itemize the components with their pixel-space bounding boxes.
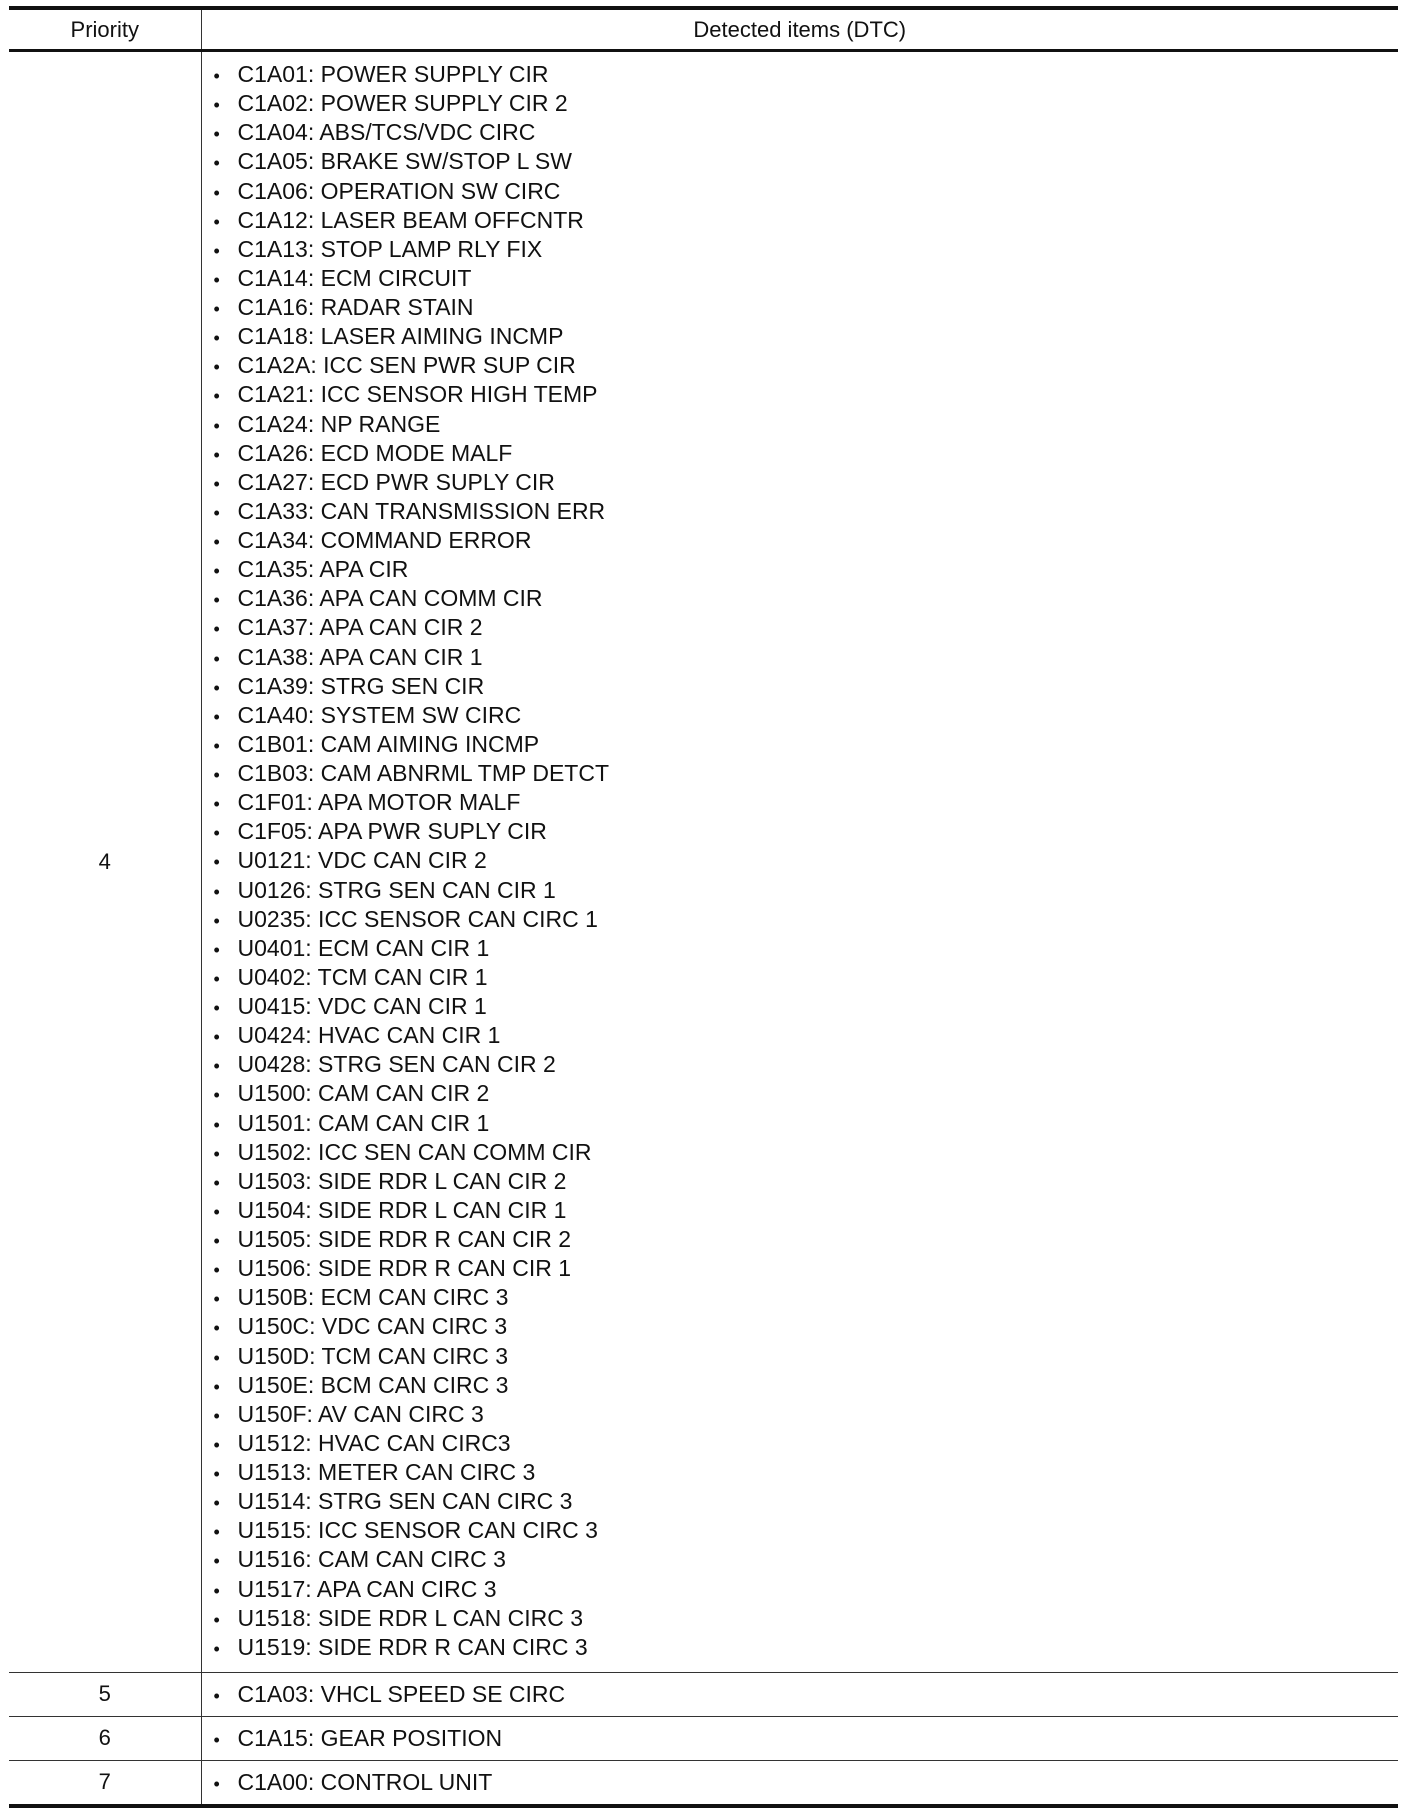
dtc-item-text: C1F05: APA PWR SUPLY CIR (237, 818, 547, 845)
bullet-icon: • (213, 765, 220, 785)
bullet-icon: • (213, 590, 220, 611)
dtc-item-text: C1A12: LASER BEAM OFFCNTR (237, 206, 584, 233)
bullet-icon: • (213, 677, 220, 698)
dtc-item-text: U150C: VDC CAN CIRC 3 (237, 1313, 508, 1340)
table-row (9, 1716, 1398, 1760)
dtc-item-text: U0235: ICC SENSOR CAN CIRC 1 (237, 905, 598, 932)
dtc-priority-table (9, 6, 1398, 1808)
priority-cell: 5 (9, 1672, 201, 1716)
dtc-item-text: C1A26: ECD MODE MALF (237, 439, 513, 466)
bullet-icon: • (213, 240, 220, 261)
bullet-icon: • (213, 1773, 220, 1794)
dtc-list (202, 1680, 1399, 1709)
bullet-icon: • (213, 968, 220, 989)
list-item (214, 1050, 1399, 1079)
list-item (214, 322, 1399, 351)
dtc-item-text: C1A14: ECM CIRCUIT (237, 264, 472, 291)
list-item (214, 497, 1399, 526)
list-item (214, 1225, 1399, 1254)
bullet-icon: • (213, 1609, 220, 1630)
list-item (214, 876, 1399, 905)
list-item (214, 206, 1399, 235)
list-item (214, 1429, 1399, 1458)
dtc-item-text: U150D: TCM CAN CIRC 3 (237, 1342, 509, 1369)
list-item (214, 1283, 1399, 1312)
list-item (214, 147, 1399, 176)
bullet-icon: • (213, 619, 220, 640)
bullet-icon: • (213, 735, 220, 756)
list-item (214, 235, 1399, 264)
list-item (214, 905, 1399, 934)
list-item (214, 1312, 1399, 1341)
table-row (9, 1760, 1398, 1806)
dtc-item-text: C1B03: CAM ABNRML TMP DETCT (237, 760, 609, 786)
dtc-item-text: C1A36: APA CAN COMM CIR (237, 585, 543, 612)
header-detected-items: Detected items (DTC) (693, 16, 907, 42)
dtc-item-text: C1A01: POWER SUPPLY CIR (237, 61, 549, 87)
list-item (214, 1254, 1399, 1283)
dtc-item-text: C1A2A: ICC SEN PWR SUP CIR (237, 352, 576, 379)
dtc-item-text: U1514: STRG SEN CAN CIRC 3 (237, 1488, 573, 1515)
dtc-list (202, 1768, 1399, 1797)
bullet-icon: • (213, 561, 220, 582)
list-item (214, 1371, 1399, 1400)
dtc-item-text: C1A05: BRAKE SW/STOP L SW (237, 148, 572, 175)
list-item (214, 1545, 1399, 1574)
bullet-icon: • (213, 473, 220, 494)
list-item (214, 1021, 1399, 1050)
list-item (214, 1400, 1399, 1429)
dtc-item-text: U0415: VDC CAN CIR 1 (237, 993, 487, 1019)
table-header (9, 8, 1398, 51)
list-item (214, 701, 1399, 730)
dtc-item-text: C1A34: COMMAND ERROR (237, 527, 532, 553)
list-item (214, 1604, 1399, 1633)
list-item (214, 730, 1399, 759)
bullet-icon: • (213, 1085, 220, 1106)
bullet-icon: • (213, 1464, 220, 1484)
detected-items-cell (201, 1716, 1398, 1760)
list-item (214, 1342, 1399, 1371)
dtc-item-text: U1513: METER CAN CIRC 3 (237, 1459, 536, 1485)
bullet-icon: • (213, 1347, 220, 1368)
bullet-icon: • (213, 1685, 220, 1706)
bullet-icon: • (213, 386, 220, 407)
list-item (214, 555, 1399, 584)
bullet-icon: • (213, 1143, 220, 1164)
priority-cell: 6 (9, 1716, 201, 1760)
list-item (214, 264, 1399, 293)
bullet-icon: • (213, 1172, 220, 1193)
bullet-icon: • (213, 357, 220, 378)
list-item (214, 1768, 1399, 1797)
list-item (214, 643, 1399, 672)
dtc-item-text: C1A35: APA CIR (237, 556, 409, 583)
list-item (214, 526, 1399, 555)
bullet-icon: • (213, 153, 220, 174)
bullet-icon: • (213, 1318, 220, 1339)
list-item (214, 1109, 1399, 1138)
bullet-icon: • (213, 1376, 220, 1397)
bullet-icon: • (213, 95, 220, 116)
list-item (214, 817, 1399, 846)
bullet-icon: • (213, 1027, 220, 1048)
bullet-icon: • (213, 124, 220, 145)
dtc-item-text: U0401: ECM CAN CIR 1 (237, 934, 490, 961)
dtc-item-text: C1A39: STRG SEN CIR (237, 672, 485, 699)
detected-items-cell (201, 51, 1398, 1673)
bullet-icon: • (213, 1493, 220, 1514)
dtc-item-text: C1A37: APA CAN CIR 2 (237, 614, 483, 641)
list-item (214, 1516, 1399, 1545)
table-row (9, 51, 1398, 1673)
list-item (214, 1724, 1399, 1753)
bullet-icon: • (213, 1638, 220, 1659)
list-item (214, 380, 1399, 409)
dtc-item-text: C1A24: NP RANGE (237, 410, 441, 437)
list-item (214, 963, 1399, 992)
bullet-icon: • (213, 502, 220, 523)
dtc-item-text: U1504: SIDE RDR L CAN CIR 1 (237, 1196, 567, 1223)
bullet-icon: • (213, 1729, 220, 1750)
dtc-item-text: U0402: TCM CAN CIR 1 (237, 963, 488, 990)
bullet-icon: • (213, 1551, 220, 1572)
dtc-item-text: U1502: ICC SEN CAN COMM CIR (237, 1138, 592, 1165)
dtc-item-text: C1A33: CAN TRANSMISSION ERR (237, 497, 606, 524)
dtc-item-text: C1A06: OPERATION SW CIRC (237, 177, 561, 204)
dtc-item-text: U0428: STRG SEN CAN CIR 2 (237, 1051, 556, 1078)
bullet-icon: • (213, 881, 220, 902)
dtc-item-text: U1506: SIDE RDR R CAN CIR 1 (237, 1255, 572, 1282)
bullet-icon: • (213, 939, 220, 960)
list-item (214, 584, 1399, 613)
bullet-icon: • (213, 1580, 220, 1601)
bullet-icon: • (213, 823, 220, 844)
list-item (214, 992, 1399, 1021)
bullet-icon: • (213, 444, 220, 465)
list-item (214, 1633, 1399, 1662)
list-item (214, 410, 1399, 439)
bullet-icon: • (213, 1231, 220, 1251)
list-item (214, 351, 1399, 380)
bullet-icon: • (213, 328, 220, 349)
list-item (214, 1487, 1399, 1516)
dtc-item-text: U1512: HVAC CAN CIRC3 (237, 1429, 511, 1456)
header-priority: Priority (9, 8, 201, 51)
bullet-icon: • (213, 182, 220, 203)
dtc-item-text: C1A21: ICC SENSOR HIGH TEMP (237, 381, 598, 408)
list-item (214, 1680, 1399, 1709)
detected-items-cell (201, 1760, 1398, 1806)
dtc-item-text: C1A03: VHCL SPEED SE CIRC (237, 1680, 566, 1707)
dtc-list (202, 1724, 1399, 1753)
dtc-item-text: C1A16: RADAR STAIN (237, 294, 474, 320)
dtc-list (202, 60, 1399, 1662)
bullet-icon: • (213, 1114, 220, 1135)
table-row (9, 1672, 1398, 1716)
detected-items-cell (201, 1672, 1398, 1716)
dtc-item-text: U1501: CAM CAN CIR 1 (237, 1109, 490, 1136)
bullet-icon: • (213, 1260, 220, 1281)
list-item (214, 846, 1399, 875)
header-row (9, 8, 1398, 51)
dtc-item-text: C1A04: ABS/TCS/VDC CIRC (237, 119, 536, 146)
dtc-item-text: U1503: SIDE RDR L CAN CIR 2 (237, 1167, 567, 1194)
dtc-item-text: C1B01: CAM AIMING INCMP (237, 730, 540, 757)
bullet-icon: • (213, 1289, 220, 1310)
bullet-icon: • (213, 852, 220, 873)
list-item (214, 1079, 1399, 1108)
dtc-item-text: U1500: CAM CAN CIR 2 (237, 1080, 490, 1107)
bullet-icon: • (213, 794, 220, 815)
dtc-item-text: U1516: CAM CAN CIRC 3 (237, 1546, 506, 1573)
bullet-icon: • (213, 269, 220, 290)
dtc-item-text: C1A40: SYSTEM SW CIRC (237, 701, 522, 728)
list-item (214, 672, 1399, 701)
dtc-item-text: U1519: SIDE RDR R CAN CIRC 3 (237, 1633, 588, 1660)
list-item (214, 468, 1399, 497)
list-item (214, 89, 1399, 118)
bullet-icon: • (213, 1201, 220, 1222)
table-body (9, 51, 1398, 1806)
bullet-icon: • (213, 66, 220, 86)
bullet-icon: • (213, 1434, 220, 1455)
dtc-item-text: U150F: AV CAN CIRC 3 (237, 1400, 484, 1427)
dtc-item-text: U0121: VDC CAN CIR 2 (237, 847, 487, 874)
dtc-item-text: C1A27: ECD PWR SUPLY CIR (237, 468, 555, 495)
bullet-icon: • (213, 211, 220, 232)
dtc-item-text: C1A38: APA CAN CIR 1 (237, 643, 483, 670)
dtc-item-text: C1A02: POWER SUPPLY CIR 2 (237, 90, 568, 117)
priority-cell: 7 (9, 1760, 201, 1806)
list-item (214, 1196, 1399, 1225)
list-item (214, 1575, 1399, 1604)
bullet-icon: • (213, 1522, 220, 1543)
bullet-icon: • (213, 706, 220, 727)
list-item (214, 1167, 1399, 1196)
dtc-item-text: U150B: ECM CAN CIRC 3 (237, 1284, 509, 1311)
bullet-icon: • (213, 532, 220, 552)
dtc-item-text: C1A00: CONTROL UNIT (237, 1768, 493, 1795)
dtc-item-text: C1F01: APA MOTOR MALF (237, 789, 521, 816)
dtc-item-text: U0126: STRG SEN CAN CIR 1 (237, 876, 556, 903)
list-item (214, 293, 1399, 322)
bullet-icon: • (213, 1056, 220, 1077)
list-item (214, 1458, 1399, 1487)
bullet-icon: • (213, 1405, 220, 1426)
list-item (214, 934, 1399, 963)
list-item (214, 177, 1399, 206)
list-item (214, 1138, 1399, 1167)
bullet-icon: • (213, 299, 220, 319)
list-item (214, 759, 1399, 788)
dtc-item-text: U1518: SIDE RDR L CAN CIRC 3 (237, 1604, 584, 1631)
list-item (214, 60, 1399, 89)
list-item (214, 788, 1399, 817)
dtc-item-text: C1A18: LASER AIMING INCMP (237, 323, 564, 350)
priority-cell: 4 (9, 51, 201, 1673)
list-item (214, 613, 1399, 642)
bullet-icon: • (213, 648, 220, 669)
dtc-item-text: C1A15: GEAR POSITION (237, 1724, 503, 1751)
dtc-item-text: C1A13: STOP LAMP RLY FIX (237, 235, 543, 262)
dtc-item-text: U1517: APA CAN CIRC 3 (237, 1575, 497, 1602)
bullet-icon: • (213, 998, 220, 1018)
list-item (214, 118, 1399, 147)
dtc-item-text: U0424: HVAC CAN CIR 1 (237, 1022, 501, 1049)
bullet-icon: • (213, 910, 220, 931)
dtc-item-text: U1515: ICC SENSOR CAN CIRC 3 (237, 1517, 598, 1544)
list-item (214, 439, 1399, 468)
dtc-item-text: U1505: SIDE RDR R CAN CIR 2 (237, 1226, 572, 1252)
dtc-item-text: U150E: BCM CAN CIRC 3 (237, 1371, 509, 1398)
bullet-icon: • (213, 415, 220, 436)
